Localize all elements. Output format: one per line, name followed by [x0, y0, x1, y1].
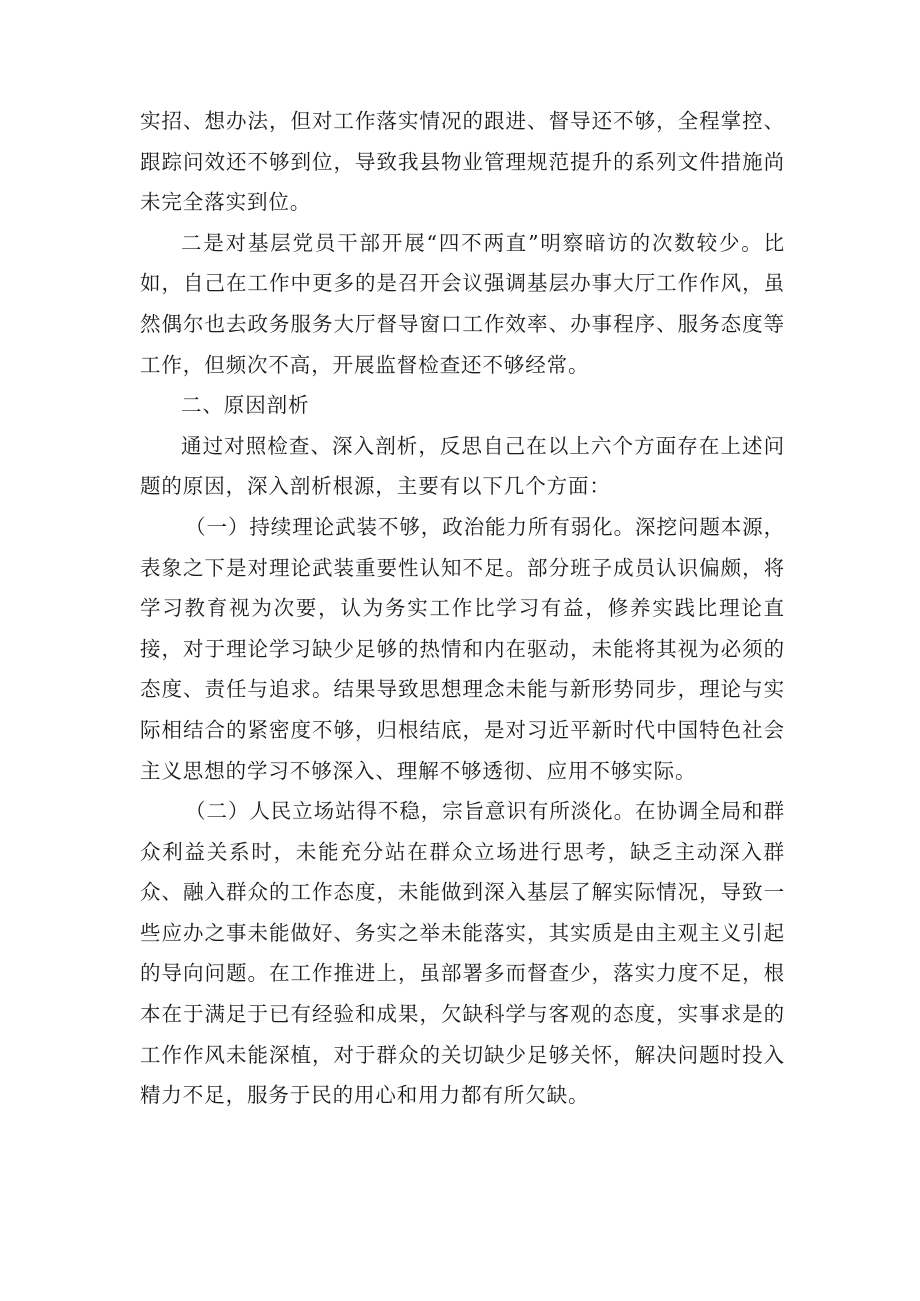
paragraph-analysis-intro: 通过对照检查、深入剖析，反思自己在以上六个方面存在上述问题的原因，深入剖析根源，主要有以下几个方面：: [140, 433, 785, 499]
paragraph-continuation: 实招、想办法，但对工作落实情况的跟进、督导还不够，全程掌控、跟踪问效还不够到位，导致我县物业管理规范提升的系列文件措施尚未完全落实到位。: [140, 109, 785, 215]
document-body: [140, 101, 785, 1116]
paragraph-inspection-visits: 二是对基层党员干部开展“四不两直”明察暗访的次数较少。比如，自己在工作中更多的是召开会议强调基层办事大厅工作作风，虽然偶尔也去政务服务大厅督导窗口工作效率、办事程序、服务态度等工作，但频次不高，开展监督检查还不够经常。: [140, 230, 785, 377]
paragraph-cause-one: （一）持续理论武装不够，政治能力所有弱化。深挖问题本源，表象之下是对理论武装重要性认知不足。部分班子成员认识偏颇，将学习教育视为次要，认为务实工作比学习有益，修养实践比理论直接，对于理论学习缺少足够的热情和内在驱动，未能将其视为必须的态度、责任与追求。结果导致思想理念未能与新形势同步，理论与实际相结合的紧密度不够，归根结底，是对习近平新时代中国特色社会主义思想的学习不够深入、理解不够透彻、应用不够实际。: [140, 514, 785, 783]
paragraph-cause-two: （二）人民立场站得不稳，宗旨意识有所淡化。在协调全局和群众利益关系时，未能充分站在群众立场进行思考，缺乏主动深入群众、融入群众的工作态度，未能做到深入基层了解实际情况，导致一些应办之事未能做好、务实之举未能落实，其实质是由主观主义引起的导向问题。在工作推进上，虽部署多而督查少，落实力度不足，根本在于满足于已有经验和成果，欠缺科学与客观的态度，实事求是的工作作风未能深植，对于群众的关切缺少足够关怀，解决问题时投入精力不足，服务于民的用心和用力都有所欠缺。: [140, 799, 785, 1108]
section-heading-cause-analysis: 二、原因剖析: [181, 393, 310, 418]
